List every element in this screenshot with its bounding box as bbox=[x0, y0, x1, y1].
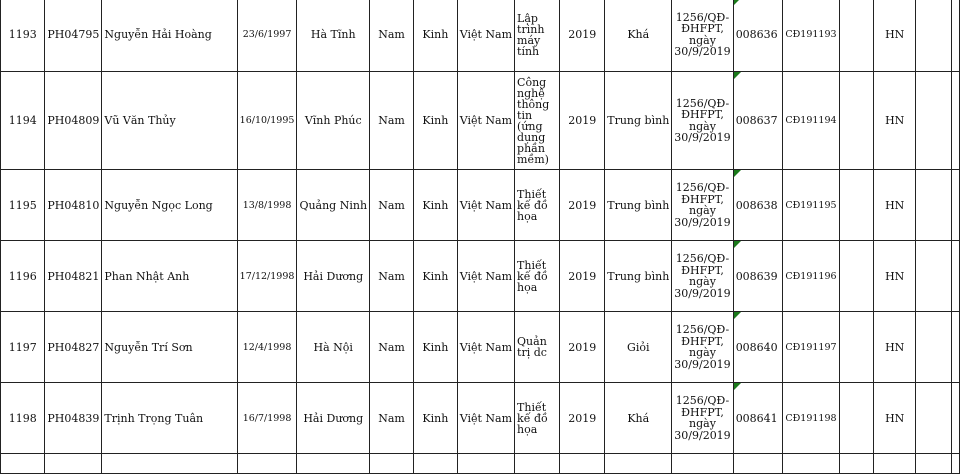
cell-dob-text: 17/12/1998 bbox=[239, 270, 295, 282]
cell-dob bbox=[237, 170, 297, 241]
cell-major bbox=[515, 241, 560, 312]
cell-ethnicity-text: Kinh bbox=[422, 340, 449, 354]
table-row bbox=[1, 241, 960, 312]
cell-decision bbox=[672, 72, 733, 170]
cell-campus bbox=[874, 241, 916, 312]
cell-no-text: 1198 bbox=[8, 411, 37, 425]
cell-birthplace-text: Hà Nội bbox=[313, 340, 353, 354]
cell-birthplace-text: Hải Dương bbox=[303, 411, 364, 425]
cell-empty bbox=[916, 170, 951, 241]
cell-campus bbox=[874, 0, 916, 72]
cell-student-id bbox=[45, 383, 102, 454]
cell-campus bbox=[874, 312, 916, 383]
cell-empty bbox=[916, 383, 951, 454]
cell-campus bbox=[874, 383, 916, 454]
cell-gender-text: Nam bbox=[378, 114, 405, 127]
cell-dob-text: 13/8/1998 bbox=[242, 199, 292, 211]
cell-dob bbox=[237, 312, 297, 383]
cell-student-id bbox=[45, 0, 102, 72]
cell-major-text: Công nghệ thông tin (ứng dụng phần mềm) bbox=[517, 75, 550, 166]
cell-full-name bbox=[102, 241, 237, 312]
cell-empty bbox=[951, 383, 959, 454]
cell-campus-text: HN bbox=[885, 28, 905, 41]
cell-gender-text: Nam bbox=[378, 340, 405, 354]
cell-birthplace bbox=[297, 72, 370, 170]
cell-grad-year-text: 2019 bbox=[568, 114, 597, 127]
cell-student-id bbox=[45, 72, 102, 170]
table-row bbox=[1, 454, 960, 474]
cell-gender-text: Nam bbox=[378, 198, 405, 212]
cell-reg-number-text: CĐ191197 bbox=[785, 341, 837, 353]
cell-ethnicity bbox=[414, 241, 458, 312]
cell-gender bbox=[370, 312, 414, 383]
cell-campus bbox=[874, 454, 916, 474]
cell-dob-text: 16/10/1995 bbox=[239, 115, 295, 126]
cell-empty bbox=[839, 383, 874, 454]
cell-no bbox=[1, 383, 45, 454]
cell-empty bbox=[839, 241, 874, 312]
cell-nationality bbox=[457, 454, 514, 474]
cell-classification bbox=[605, 312, 672, 383]
cell-cert-number-text: 008640 bbox=[735, 340, 778, 354]
cell-nationality bbox=[457, 383, 514, 454]
comment-indicator-icon bbox=[734, 241, 741, 248]
cell-gender-text: Nam bbox=[378, 28, 405, 41]
cell-decision bbox=[672, 312, 733, 383]
cell-decision bbox=[672, 170, 733, 241]
cell-full-name-text: Phan Nhật Anh bbox=[104, 269, 190, 283]
cell-birthplace-text: Hà Tĩnh bbox=[310, 28, 356, 41]
cell-ethnicity bbox=[414, 0, 458, 72]
cell-empty bbox=[916, 454, 951, 474]
cell-cert-number-text: 008637 bbox=[735, 114, 778, 127]
cell-grad-year-text: 2019 bbox=[568, 411, 597, 425]
cell-decision-text: 1256/QĐ-ĐHFPT, ngày 30/9/2019 bbox=[674, 252, 731, 300]
cell-full-name bbox=[102, 0, 237, 72]
cell-nationality-text: Việt Nam bbox=[459, 269, 513, 283]
cell-nationality bbox=[457, 72, 514, 170]
comment-indicator-icon bbox=[734, 312, 741, 319]
cell-nationality-text: Việt Nam bbox=[459, 198, 513, 212]
cell-empty bbox=[839, 170, 874, 241]
cell-cert-number bbox=[733, 0, 783, 72]
cell-student-id bbox=[45, 241, 102, 312]
cell-birthplace bbox=[297, 241, 370, 312]
cell-classification bbox=[605, 241, 672, 312]
cell-no bbox=[1, 312, 45, 383]
cell-campus bbox=[874, 170, 916, 241]
cell-major-text: Thiết kế đồ họa bbox=[517, 400, 548, 436]
cell-gender bbox=[370, 454, 414, 474]
cell-reg-number bbox=[783, 383, 839, 454]
cell-no bbox=[1, 241, 45, 312]
cell-empty bbox=[916, 241, 951, 312]
cell-classification-text: Khá bbox=[627, 411, 650, 425]
cell-decision bbox=[672, 454, 733, 474]
cell-grad-year bbox=[560, 241, 605, 312]
cell-reg-number bbox=[783, 72, 839, 170]
cell-major bbox=[515, 170, 560, 241]
cell-ethnicity-text: Kinh bbox=[422, 269, 449, 283]
cell-nationality-text: Việt Nam bbox=[459, 340, 513, 354]
cell-decision bbox=[672, 241, 733, 312]
cell-classification-text: Khá bbox=[627, 28, 650, 41]
cell-cert-number bbox=[733, 454, 783, 474]
cell-gender bbox=[370, 170, 414, 241]
cell-classification bbox=[605, 72, 672, 170]
cell-campus-text: HN bbox=[885, 114, 905, 127]
cell-decision-text: 1256/QĐ-ĐHFPT, ngày 30/9/2019 bbox=[674, 96, 731, 144]
cell-full-name bbox=[102, 454, 237, 474]
cell-dob-text: 12/4/1998 bbox=[242, 341, 292, 353]
cell-student-id-text: PH04821 bbox=[47, 269, 100, 283]
table-row bbox=[1, 312, 960, 383]
cell-gender-text: Nam bbox=[378, 411, 405, 425]
cell-classification bbox=[605, 0, 672, 72]
cell-grad-year-text: 2019 bbox=[568, 198, 597, 212]
cell-empty bbox=[839, 72, 874, 170]
cell-classification-text: Trung bình bbox=[607, 269, 670, 283]
cell-birthplace-text: Vĩnh Phúc bbox=[304, 114, 362, 127]
cell-gender-text: Nam bbox=[378, 269, 405, 283]
comment-indicator-icon bbox=[734, 383, 741, 390]
cell-ethnicity-text: Kinh bbox=[422, 411, 449, 425]
cell-campus-text: HN bbox=[885, 411, 905, 425]
cell-empty bbox=[951, 72, 959, 170]
table-row bbox=[1, 72, 960, 170]
cell-ethnicity bbox=[414, 72, 458, 170]
cell-major-text: Lập trình máy tính bbox=[517, 11, 545, 58]
cell-dob bbox=[237, 383, 297, 454]
cell-student-id bbox=[45, 454, 102, 474]
cell-empty bbox=[951, 0, 959, 72]
cell-birthplace-text: Hải Dương bbox=[303, 269, 364, 283]
cell-ethnicity-text: Kinh bbox=[422, 198, 449, 212]
cell-full-name bbox=[102, 383, 237, 454]
cell-student-id-text: PH04827 bbox=[47, 340, 100, 354]
cell-cert-number bbox=[733, 312, 783, 383]
cell-major-text: Thiết kế đồ họa bbox=[517, 187, 548, 223]
cell-grad-year-text: 2019 bbox=[568, 28, 597, 41]
cell-no-text: 1196 bbox=[8, 269, 37, 283]
cell-birthplace-text: Quảng Ninh bbox=[299, 198, 368, 212]
cell-dob bbox=[237, 0, 297, 72]
cell-dob bbox=[237, 72, 297, 170]
cell-decision bbox=[672, 383, 733, 454]
cell-gender bbox=[370, 241, 414, 312]
cell-student-id-text: PH04809 bbox=[47, 114, 100, 127]
cell-no-text: 1195 bbox=[8, 198, 37, 212]
cell-birthplace bbox=[297, 454, 370, 474]
cell-grad-year bbox=[560, 312, 605, 383]
cell-full-name bbox=[102, 312, 237, 383]
cell-major bbox=[515, 454, 560, 474]
cell-empty bbox=[916, 312, 951, 383]
cell-full-name bbox=[102, 170, 237, 241]
cell-empty bbox=[951, 170, 959, 241]
cell-major bbox=[515, 72, 560, 170]
cell-student-id-text: PH04810 bbox=[47, 198, 100, 212]
cell-empty bbox=[951, 312, 959, 383]
cell-full-name-text: Nguyễn Ngọc Long bbox=[104, 198, 213, 212]
cell-gender bbox=[370, 72, 414, 170]
cell-no-text: 1194 bbox=[8, 114, 37, 127]
cell-cert-number bbox=[733, 241, 783, 312]
cell-cert-number bbox=[733, 72, 783, 170]
cell-decision-text: 1256/QĐ-ĐHFPT, ngày 30/9/2019 bbox=[674, 181, 731, 229]
cell-classification bbox=[605, 454, 672, 474]
cell-empty bbox=[916, 72, 951, 170]
cell-grad-year-text: 2019 bbox=[568, 340, 597, 354]
cell-ethnicity bbox=[414, 383, 458, 454]
cell-reg-number-text: CĐ191198 bbox=[785, 412, 837, 424]
cell-birthplace bbox=[297, 170, 370, 241]
cell-cert-number-text: 008641 bbox=[735, 411, 778, 425]
cell-reg-number bbox=[783, 241, 839, 312]
cell-major bbox=[515, 0, 560, 72]
cell-grad-year bbox=[560, 72, 605, 170]
cell-student-id bbox=[45, 170, 102, 241]
cell-empty bbox=[916, 0, 951, 72]
cell-student-id-text: PH04795 bbox=[47, 28, 100, 41]
table-row bbox=[1, 0, 960, 72]
cell-no bbox=[1, 454, 45, 474]
cell-ethnicity-text: Kinh bbox=[422, 28, 449, 41]
cell-no-text: 1197 bbox=[8, 340, 37, 354]
cell-full-name-text: Nguyễn Hải Hoàng bbox=[104, 28, 212, 41]
cell-campus-text: HN bbox=[885, 340, 905, 354]
cell-ethnicity-text: Kinh bbox=[422, 114, 449, 127]
cell-empty bbox=[951, 454, 959, 474]
cell-reg-number bbox=[783, 312, 839, 383]
comment-indicator-icon bbox=[734, 170, 741, 177]
cell-gender bbox=[370, 383, 414, 454]
cell-reg-number-text: CĐ191193 bbox=[785, 29, 837, 40]
cell-ethnicity bbox=[414, 454, 458, 474]
cell-birthplace bbox=[297, 0, 370, 72]
cell-nationality bbox=[457, 0, 514, 72]
cell-cert-number bbox=[733, 170, 783, 241]
cell-cert-number-text: 008638 bbox=[735, 198, 778, 212]
cell-reg-number-text: CĐ191196 bbox=[785, 270, 837, 282]
cell-gender bbox=[370, 0, 414, 72]
cell-major-text: Thiết kế đồ họa bbox=[517, 258, 548, 294]
cell-classification-text: Trung bình bbox=[607, 198, 670, 212]
cell-nationality-text: Việt Nam bbox=[459, 114, 513, 127]
cell-grad-year bbox=[560, 383, 605, 454]
cell-dob-text: 23/6/1997 bbox=[242, 29, 292, 40]
table-row bbox=[1, 383, 960, 454]
cell-reg-number bbox=[783, 0, 839, 72]
cell-birthplace bbox=[297, 383, 370, 454]
cell-reg-number bbox=[783, 170, 839, 241]
cell-classification bbox=[605, 170, 672, 241]
cell-nationality bbox=[457, 170, 514, 241]
table-row bbox=[1, 170, 960, 241]
cell-no-text: 1193 bbox=[8, 28, 37, 41]
cell-cert-number-text: 008639 bbox=[735, 269, 778, 283]
cell-nationality bbox=[457, 312, 514, 383]
cell-campus-text: HN bbox=[885, 198, 905, 212]
cell-decision-text: 1256/QĐ-ĐHFPT, ngày 30/9/2019 bbox=[674, 323, 731, 371]
cell-student-id bbox=[45, 312, 102, 383]
cell-classification-text: Giỏi bbox=[627, 340, 650, 354]
cell-major bbox=[515, 383, 560, 454]
cell-major-text: Quản trị dc bbox=[517, 335, 547, 359]
cell-no bbox=[1, 72, 45, 170]
cell-no bbox=[1, 0, 45, 72]
cell-decision-text: 1256/QĐ-ĐHFPT, ngày 30/9/2019 bbox=[674, 10, 731, 58]
cell-empty bbox=[839, 312, 874, 383]
cell-classification-text: Trung bình bbox=[607, 114, 670, 127]
cell-grad-year bbox=[560, 0, 605, 72]
cell-decision bbox=[672, 0, 733, 72]
cell-empty bbox=[839, 454, 874, 474]
cell-empty bbox=[839, 0, 874, 72]
cell-classification bbox=[605, 383, 672, 454]
cell-reg-number-text: CĐ191194 bbox=[785, 115, 837, 126]
cell-dob-text: 16/7/1998 bbox=[242, 412, 292, 424]
cell-dob bbox=[237, 241, 297, 312]
cell-reg-number-text: CĐ191195 bbox=[785, 199, 837, 211]
cell-full-name bbox=[102, 72, 237, 170]
cell-full-name-text: Trịnh Trọng Tuân bbox=[104, 411, 204, 425]
cell-full-name-text: Nguyễn Trí Sơn bbox=[104, 340, 193, 354]
cell-birthplace bbox=[297, 312, 370, 383]
cell-campus-text: HN bbox=[885, 269, 905, 283]
cell-cert-number bbox=[733, 383, 783, 454]
cell-cert-number-text: 008636 bbox=[735, 28, 778, 41]
cell-nationality-text: Việt Nam bbox=[459, 28, 513, 41]
cell-student-id-text: PH04839 bbox=[47, 411, 100, 425]
comment-indicator-icon bbox=[734, 72, 741, 79]
cell-nationality-text: Việt Nam bbox=[459, 411, 513, 425]
cell-nationality bbox=[457, 241, 514, 312]
cell-decision-text: 1256/QĐ-ĐHFPT, ngày 30/9/2019 bbox=[674, 394, 731, 442]
cell-empty bbox=[951, 241, 959, 312]
cell-major bbox=[515, 312, 560, 383]
cell-grad-year bbox=[560, 170, 605, 241]
comment-indicator-icon bbox=[734, 0, 741, 5]
cell-no bbox=[1, 170, 45, 241]
cell-grad-year bbox=[560, 454, 605, 474]
cell-dob bbox=[237, 454, 297, 474]
cell-campus bbox=[874, 72, 916, 170]
cell-ethnicity bbox=[414, 170, 458, 241]
cell-reg-number bbox=[783, 454, 839, 474]
cell-ethnicity bbox=[414, 312, 458, 383]
cell-full-name-text: Vũ Văn Thủy bbox=[104, 114, 176, 127]
cell-grad-year-text: 2019 bbox=[568, 269, 597, 283]
